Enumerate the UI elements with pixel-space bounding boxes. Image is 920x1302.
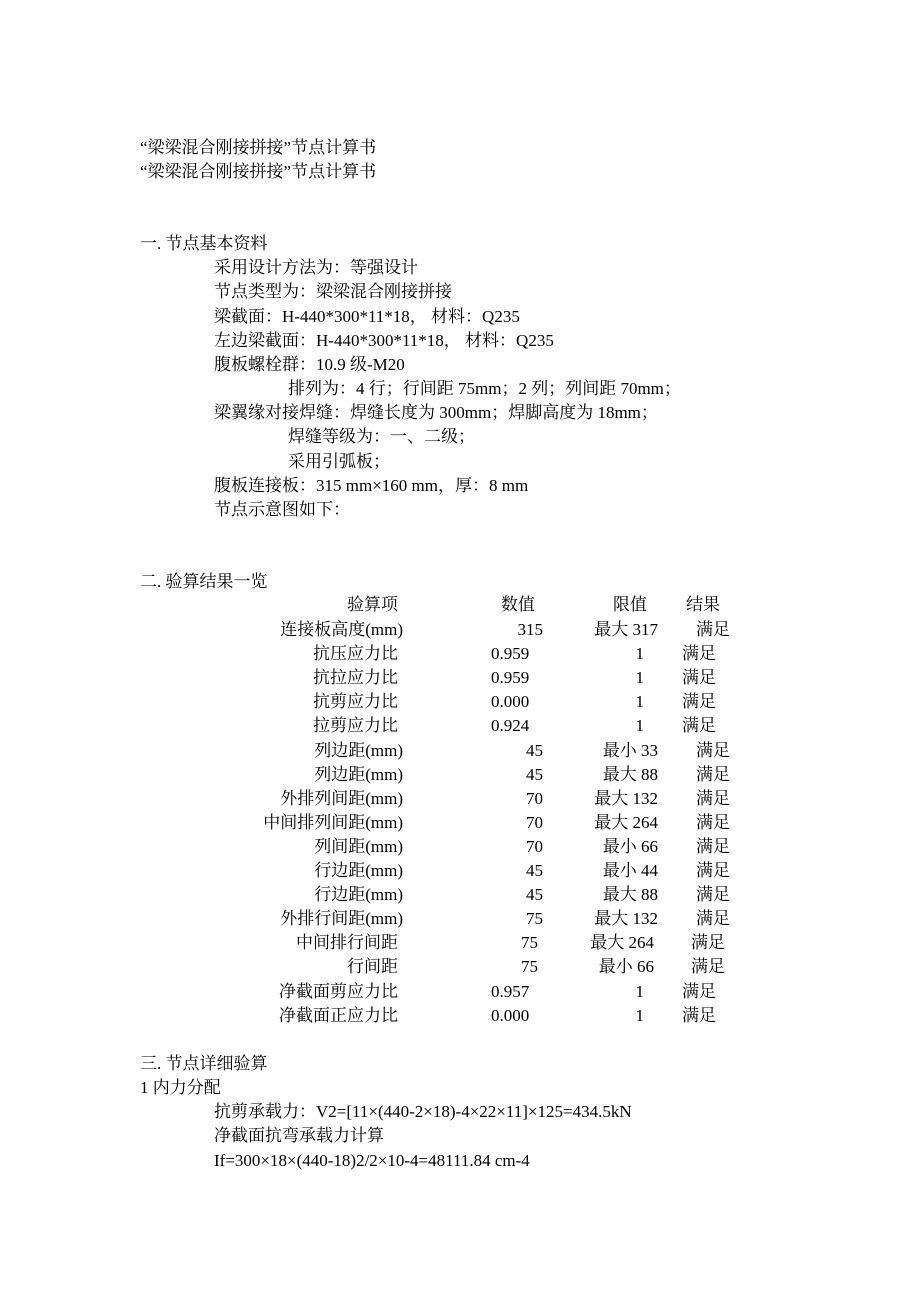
row-value: 0.000 [491,692,530,711]
row-result: 满足 [691,933,725,952]
row-result: 满足 [682,668,716,687]
table-row [0,714,920,738]
row-result: 满足 [696,813,730,832]
row-result: 满足 [696,885,730,904]
row-result: 满足 [682,716,716,735]
row-item: 净截面正应力比 [279,1006,398,1025]
table-row [0,859,920,883]
design-method: 采用设计方法为：等强设计 [214,258,418,277]
row-value: 70 [526,813,543,832]
diagram-note: 节点示意图如下： [214,500,350,519]
row-limit: 最大 88 [602,885,658,904]
table-row [0,811,920,835]
row-item: 行间距 [347,957,398,976]
row-result: 满足 [682,692,716,711]
row-limit: 最大 264 [590,933,654,952]
table-row [0,787,920,811]
row-result: 满足 [696,741,730,760]
table-row [0,642,920,666]
row-item: 外排列间距(mm) [280,789,403,808]
table-row [0,980,920,1004]
row-result: 满足 [696,861,730,880]
table-row [0,907,920,931]
row-result: 满足 [682,1006,716,1025]
row-value: 0.957 [491,982,530,1001]
row-limit: 1 [635,982,644,1001]
weld-grade: 焊缝等级为：一、二级； [288,427,475,446]
row-item: 中间排行间距 [296,933,398,952]
row-value: 45 [526,741,543,760]
table-row [0,666,920,690]
row-item: 连接板高度(mm) [280,620,403,639]
section-1-heading: 一. 节点基本资料 [140,234,268,253]
header-value: 数值 [501,595,535,614]
row-limit: 1 [635,668,644,687]
row-item: 行边距(mm) [314,885,403,904]
row-value: 75 [526,909,543,928]
row-value: 0.959 [491,644,530,663]
row-limit: 1 [635,644,644,663]
bolt-arrangement: 排列为：4 行；行间距 75mm；2 列；列间距 70mm； [288,379,681,398]
row-limit: 最大 264 [594,813,658,832]
shear-capacity: 抗剪承载力：V2=[11×(440-2×18)-4×22×11]×125=434.5kN [214,1102,632,1121]
row-result: 满足 [696,837,730,856]
document-title: “梁梁混合刚接拼接”节点计算书 [140,138,377,157]
table-row [0,690,920,714]
row-limit: 最小 44 [602,861,658,880]
row-item: 列边距(mm) [314,741,403,760]
row-item: 列间距(mm) [314,837,403,856]
section-2-heading: 二. 验算结果一览 [140,572,268,591]
row-limit: 最小 66 [598,957,654,976]
row-value: 0.924 [491,716,530,735]
section-3-heading: 三. 节点详细验算 [140,1054,268,1073]
row-item: 行边距(mm) [314,861,403,880]
row-limit: 1 [635,692,644,711]
row-item: 中间排列间距(mm) [263,813,403,832]
row-value: 315 [517,620,543,639]
beam-section: 梁截面：H-440*300*11*18， 材料：Q235 [214,307,520,326]
row-item: 外排行间距(mm) [280,909,403,928]
table-row [0,883,920,907]
row-result: 满足 [696,909,730,928]
table-row [0,739,920,763]
row-limit: 1 [635,1006,644,1025]
header-item: 验算项 [347,595,398,614]
row-limit: 最大 317 [594,620,658,639]
row-limit: 最小 66 [602,837,658,856]
table-row [0,618,920,642]
node-type: 节点类型为：梁梁混合刚接拼接 [214,282,452,301]
row-limit: 最大 132 [594,909,658,928]
table-row [0,955,920,979]
document-title-duplicate: “梁梁混合刚接拼接”节点计算书 [140,162,377,181]
section-3-subheading: 1 内力分配 [140,1078,221,1097]
net-section-bending-title: 净截面抗弯承载力计算 [214,1126,384,1145]
row-result: 满足 [696,765,730,784]
table-row [0,835,920,859]
header-limit: 限值 [613,595,647,614]
row-result: 满足 [691,957,725,976]
header-result: 结果 [686,595,720,614]
row-limit: 最大 88 [602,765,658,784]
inertia-formula: If=300×18×(440-18)2/2×10-4=48111.84 cm-4 [214,1151,530,1170]
row-item: 列边距(mm) [314,765,403,784]
row-value: 0.959 [491,668,530,687]
web-bolt-group: 腹板螺栓群：10.9 级-M20 [214,355,405,374]
row-limit: 1 [635,716,644,735]
left-beam-section: 左边梁截面：H-440*300*11*18， 材料：Q235 [214,331,554,350]
row-value: 45 [526,861,543,880]
row-value: 70 [526,789,543,808]
row-value: 0.000 [491,1006,530,1025]
flange-weld: 梁翼缘对接焊缝：焊缝长度为 300mm；焊脚高度为 18mm； [214,403,658,422]
table-row [0,1004,920,1028]
row-value: 75 [521,933,538,952]
table-row [0,931,920,955]
row-value: 75 [521,957,538,976]
table-row [0,763,920,787]
row-item: 抗压应力比 [313,644,398,663]
row-item: 拉剪应力比 [313,716,398,735]
web-plate: 腹板连接板：315 mm×160 mm，厚：8 mm [214,476,529,495]
row-result: 满足 [696,620,730,639]
row-result: 满足 [682,982,716,1001]
row-result: 满足 [696,789,730,808]
row-value: 70 [526,837,543,856]
arc-plate: 采用引弧板； [288,452,390,471]
row-limit: 最小 33 [602,741,658,760]
row-result: 满足 [682,644,716,663]
row-value: 45 [526,885,543,904]
row-value: 45 [526,765,543,784]
row-item: 抗剪应力比 [313,692,398,711]
results-table-header [0,593,920,617]
row-limit: 最大 132 [594,789,658,808]
row-item: 抗拉应力比 [313,668,398,687]
row-item: 净截面剪应力比 [279,982,398,1001]
